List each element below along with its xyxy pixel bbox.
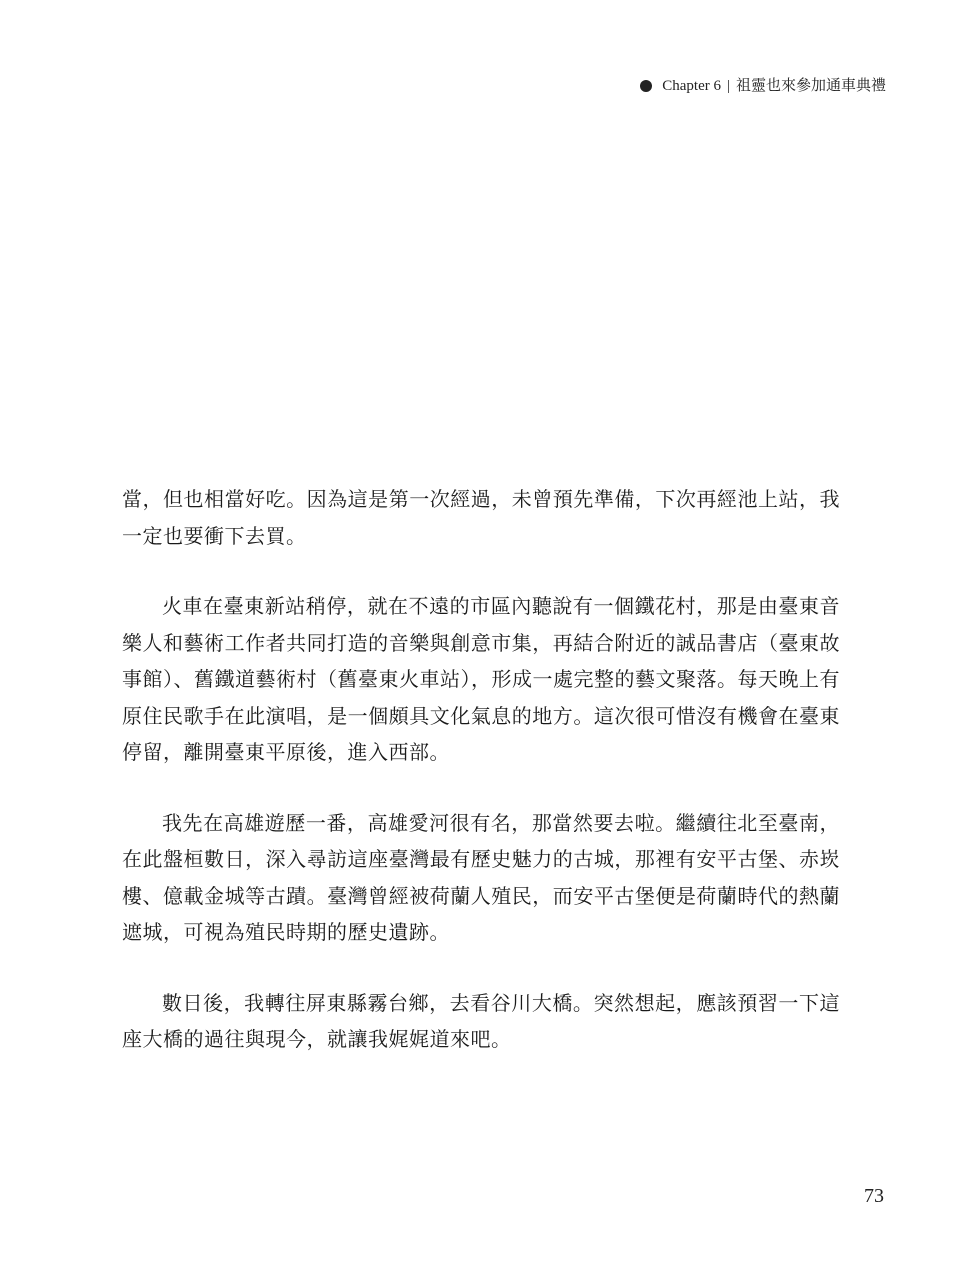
- header-separator: |: [726, 78, 730, 94]
- running-header: [640, 76, 886, 96]
- bullet-icon: [640, 80, 652, 92]
- paragraph-kaohsiung-tainan: 我先在高雄遊歷一番，高雄愛河很有名，那當然要去啦。繼續往北至臺南，在此盤桓數日，深入尋訪這座臺灣最有歷史魅力的古城，那裡有安平古堡、赤崁樓、億載金城等古蹟。臺灣曾經被荷蘭人殖民，而安平古堡便是荷蘭時代的熱蘭遮城，可視為殖民時期的歷史遺跡。: [122, 810, 840, 944]
- paragraph-continued: 當，但也相當好吃。因為這是第一次經過，未曾預先準備，下次再經池上站，我一定也要衝下去買。: [122, 487, 840, 548]
- chapter-title: 祖靈也來參加通車典禮: [735, 78, 886, 94]
- body-text: [122, 481, 840, 1092]
- paragraph-pingtung: 數日後，我轉往屏東縣霧台鄉，去看谷川大橋。突然想起，應該預習一下這座大橋的過往與現今，就讓我娓娓道來吧。: [122, 990, 840, 1051]
- chapter-label: Chapter 6: [662, 78, 721, 94]
- paragraph-taitung: 火車在臺東新站稍停，就在不遠的市區內聽說有一個鐵花村，那是由臺東音樂人和藝術工作者共同打造的音樂與創意市集，再結合附近的誠品書店（臺東故事館）、舊鐵道藝術村（舊臺東火車站），形成一處完整的藝文聚落。每天晚上有原住民歌手在此演唱，是一個頗具文化氣息的地方。這次很可惜沒有機會在臺東停留，離開臺東平原後，進入西部。: [122, 594, 840, 764]
- page-number: 73: [864, 1185, 884, 1207]
